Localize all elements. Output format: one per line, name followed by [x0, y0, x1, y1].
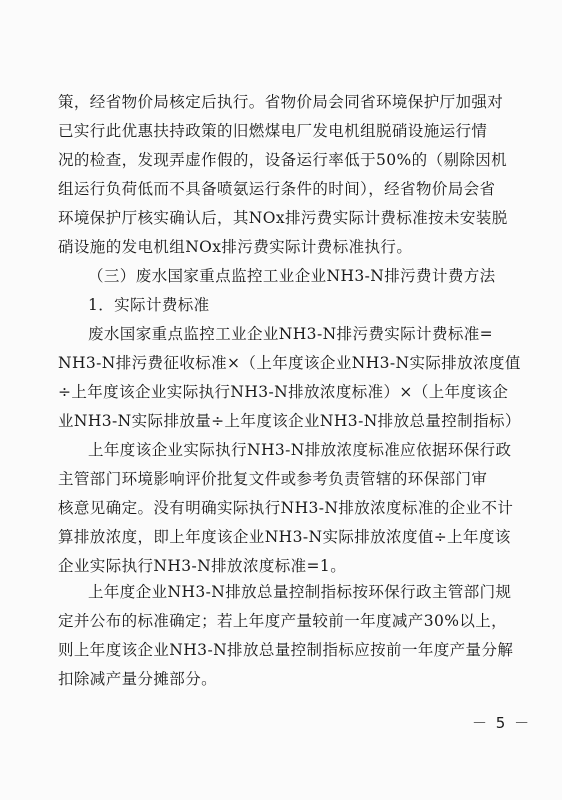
section-heading: （三）废水国家重点监控工业企业NH3-N排污费计费方法	[88, 267, 496, 285]
page-number: － 5 －	[472, 714, 532, 732]
text-line: 业NH3-N实际排放量÷上年度该企业NH3-N排放总量控制指标）	[58, 412, 521, 430]
text-line: 核意见确定。没有明确实际执行NH3-N排放浓度标准的企业不计	[58, 499, 514, 517]
section-heading-block	[58, 262, 510, 320]
paragraph-3	[58, 436, 514, 581]
text-line: 上年度该企业实际执行NH3-N排放浓度标准应依据环保行政	[88, 441, 512, 459]
text-line: 环境保护厅核实确认后，其NOx排污费实际计费标准按未安装脱	[58, 209, 508, 227]
text-line: 企业实际执行NH3-N排放浓度标准=1。	[58, 557, 347, 575]
paragraph-4	[58, 578, 514, 694]
text-line: NH3-N排污费征收标准×（上年度该企业NH3-N实际排放浓度值	[58, 354, 521, 372]
text-line: 上年度企业NH3-N排放总量控制指标按环保行政主管部门规	[88, 583, 512, 601]
text-line: 况的检查，发现弄虚作假的，设备运行率低于50%的（剔除因机	[58, 151, 508, 169]
text-line: 已实行此优惠扶持政策的旧燃煤电厂发电机组脱硝设施运行情	[58, 122, 488, 140]
text-line: 算排放浓度，即上年度该企业NH3-N实际排放浓度值÷上年度该	[58, 528, 511, 546]
paragraph-1	[58, 88, 510, 262]
text-line: ÷上年度该企业实际执行NH3-N排放浓度标准）×（上年度该企	[58, 383, 509, 401]
text-line: 组运行负荷低而不具备喷氨运行条件的时间），经省物价局会省	[58, 180, 496, 198]
subheading: 1．实际计费标准	[88, 296, 210, 314]
text-line: 则上年度该企业NH3-N排放总量控制指标应按前一年度产量分解	[58, 641, 514, 659]
text-line: 定并公布的标准确定；若上年度产量较前一年度减产30%以上，	[58, 612, 508, 630]
paragraph-2	[58, 320, 521, 436]
text-line: 扣除减产量分摊部分。	[58, 670, 218, 688]
text-line: 主管部门环境影响评价批复文件或参考负责管辖的环保部门审	[58, 470, 488, 488]
text-line: 策，经省物价局核定后执行。省物价局会同省环境保护厅加强对	[58, 93, 504, 111]
text-line: 硝设施的发电机组NOx排污费实际计费标准执行。	[58, 238, 413, 256]
text-line: 废水国家重点监控工业企业NH3-N排污费实际计费标准=	[88, 325, 494, 343]
